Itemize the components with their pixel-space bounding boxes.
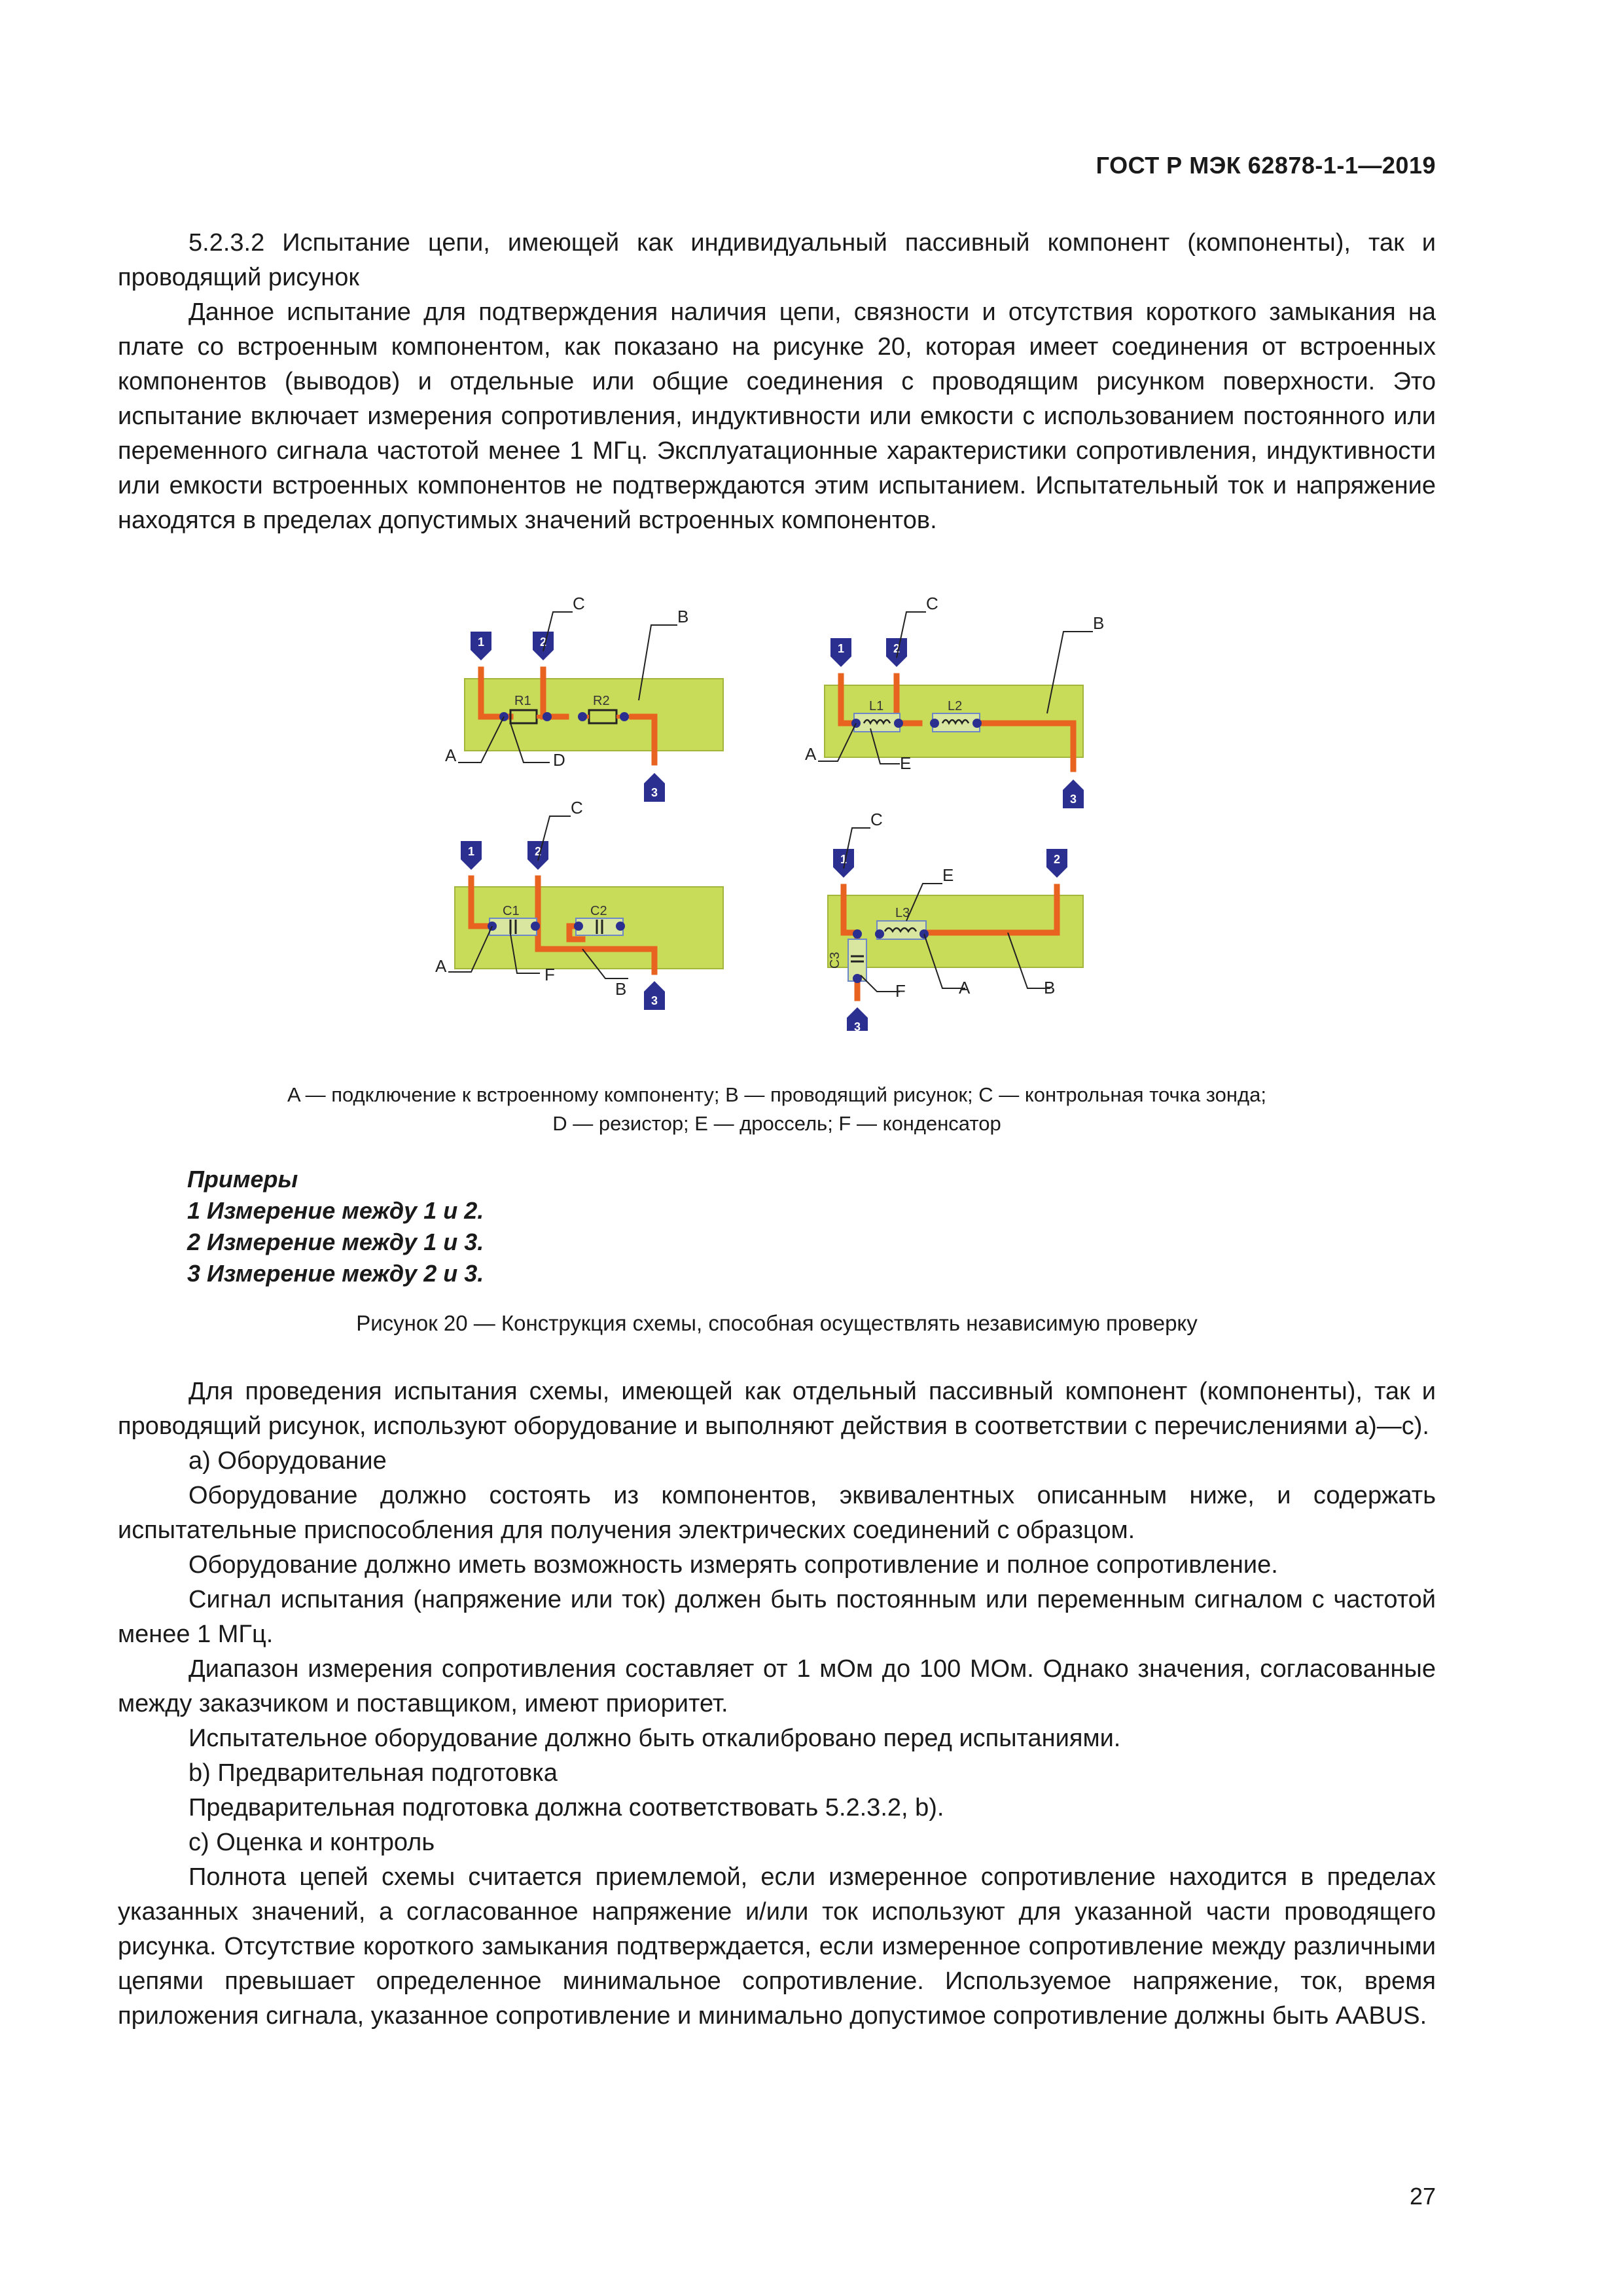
- list-heading-c: с) Оценка и контроль: [188, 1829, 435, 1856]
- svg-text:3: 3: [854, 1020, 861, 1031]
- svg-text:2: 2: [1054, 853, 1061, 866]
- paragraph: Сигнал испытания (напряжение или ток) должен быть постоянным или переменным сигналом с частотой менее 1 МГц.: [118, 1586, 1436, 1648]
- probe-1: [833, 849, 854, 878]
- svg-text:1: 1: [840, 853, 847, 866]
- svg-text:3: 3: [651, 786, 658, 799]
- figure-legend: [118, 1081, 1436, 1138]
- list-heading-b: b) Предварительная подготовка: [188, 1759, 558, 1787]
- probe-2: [527, 841, 548, 870]
- svg-text:2: 2: [540, 636, 547, 649]
- label-c: C: [573, 594, 585, 613]
- figure-20: [419, 586, 1204, 1031]
- panel-resistors: [445, 594, 723, 802]
- probe-1: [471, 632, 491, 660]
- probe-2: [533, 632, 554, 660]
- panel-inductor-capacitor: [828, 810, 1083, 1031]
- probe-3: [1063, 780, 1084, 808]
- svg-text:1: 1: [468, 845, 475, 858]
- component-label-r1: R1: [514, 694, 531, 708]
- example-item: 2 Измерение между 1 и 3.: [187, 1229, 484, 1255]
- component-label-l2: L2: [948, 699, 963, 713]
- example-item: 3 Измерение между 2 и 3.: [187, 1260, 484, 1287]
- page-number: 27: [1409, 2183, 1436, 2210]
- svg-text:1: 1: [478, 636, 485, 649]
- component-label-c2: C2: [590, 904, 607, 918]
- component-label-l1: L1: [869, 699, 884, 713]
- probe-2: [1046, 849, 1067, 878]
- section-heading-5-2-3-2: 5.2.3.2 Испытание цепи, имеющей как индивидуальный пассивный компонент (компоненты), так и проводящий рисунок: [118, 229, 1436, 291]
- label-b: B: [615, 979, 627, 999]
- panel-capacitors: [435, 798, 723, 1010]
- probe-2: [886, 638, 907, 667]
- label-c: C: [870, 810, 883, 829]
- label-e: E: [900, 753, 912, 773]
- figure-20-diagram: [419, 586, 1204, 1031]
- label-c: C: [926, 594, 938, 613]
- svg-text:2: 2: [535, 845, 542, 858]
- paragraph: Диапазон измерения сопротивления составляет от 1 мОм до 100 МОм. Однако значения, согласованные между заказчиком и поставщиком, имеют приоритет.: [118, 1655, 1436, 1717]
- probe-3: [847, 1007, 868, 1031]
- svg-text:3: 3: [1070, 793, 1077, 806]
- label-b: B: [1044, 978, 1056, 997]
- label-a: A: [959, 978, 971, 997]
- component-label-l3: L3: [895, 906, 910, 920]
- paragraph: Испытательное оборудование должно быть откалибровано перед испытаниями.: [188, 1725, 1121, 1752]
- examples-title: Примеры: [187, 1166, 298, 1193]
- svg-text:1: 1: [838, 642, 845, 655]
- panel-inductors: [805, 594, 1104, 808]
- paragraph: Предварительная подготовка должна соответствовать 5.2.3.2, b).: [188, 1794, 944, 1821]
- probe-1: [830, 638, 851, 667]
- legend-line: D — резистор; E — дроссель; F — конденсатор: [552, 1112, 1001, 1135]
- paragraph: Оборудование должно состоять из компонентов, эквивалентных описанным ниже, и содержать испытательные приспособления для получения электрических соединений с образцом.: [118, 1482, 1436, 1544]
- examples-block: [187, 1164, 484, 1289]
- paragraph: Данное испытание для подтверждения наличия цепи, связности и отсутствия короткого замыкания на плате со встроенным компонентом, как показано на рисунке 20, которая имеет соединения от встроенных компонентов (выводов) и отдельные или общие соединения с проводящим рисунком поверхности. Это испытание включает измерения сопротивления, индуктивности или емкости с использованием постоянного или переменного сигнала частотой менее 1 МГц. Эксплуатационные характеристики сопротивления, индуктивности или емкости встроенных компонентов не подтверждаются этим испытанием. Испытательный ток и напряжение находятся в пределах допустимых значений встроенных компонентов.: [118, 298, 1436, 534]
- document-id-header: ГОСТ Р МЭК 62878-1-1—2019: [1096, 152, 1436, 179]
- label-b: B: [677, 607, 689, 626]
- component-label-c3: C3: [828, 952, 842, 969]
- paragraph: Полнота цепей схемы считается приемлемой, если измеренное сопротивление находится в пределах указанных значений, а согласованное напряжение и/или ток используют для указанной части проводящего рисунка. Отсутствие короткого замыкания подтверждается, если измеренное сопротивление между различными цепями превышает определенное минимальное сопротивление. Используемое напряжение, ток, время приложения сигнала, указанное сопротивление и минимально допустимое сопротивление должны быть AABUS.: [118, 1863, 1436, 2030]
- label-e: E: [942, 865, 954, 885]
- label-b: B: [1093, 613, 1105, 633]
- probe-3: [644, 981, 665, 1010]
- paragraph: Для проведения испытания схемы, имеющей как отдельный пассивный компонент (компоненты), так и проводящий рисунок, используют оборудование и выполняют действия в соответствии с перечислениями а)—с).: [118, 1378, 1436, 1440]
- label-f: F: [895, 981, 906, 1001]
- label-f: F: [544, 965, 555, 984]
- label-d: D: [553, 750, 565, 770]
- list-heading-a: а) Оборудование: [188, 1447, 387, 1475]
- component-label-c1: C1: [503, 904, 520, 918]
- label-a: A: [805, 744, 817, 764]
- legend-line: A — подключение к встроенному компоненту; B — проводящий рисунок; C — контрольная точка зонда;: [287, 1083, 1266, 1106]
- probe-1: [461, 841, 482, 870]
- figure-caption: Рисунок 20 — Конструкция схемы, способная осуществлять независимую проверку: [356, 1311, 1198, 1335]
- label-a: A: [435, 956, 447, 976]
- svg-text:3: 3: [651, 994, 658, 1007]
- svg-text:2: 2: [893, 642, 901, 655]
- label-a: A: [445, 745, 457, 765]
- probe-3: [644, 773, 665, 802]
- example-item: 1 Измерение между 1 и 2.: [187, 1197, 484, 1224]
- section-top: [118, 226, 1436, 538]
- component-label-r2: R2: [593, 694, 610, 708]
- section-bottom: [118, 1374, 1436, 2034]
- paragraph: Оборудование должно иметь возможность измерять сопротивление и полное сопротивление.: [188, 1551, 1278, 1579]
- label-c: C: [571, 798, 583, 817]
